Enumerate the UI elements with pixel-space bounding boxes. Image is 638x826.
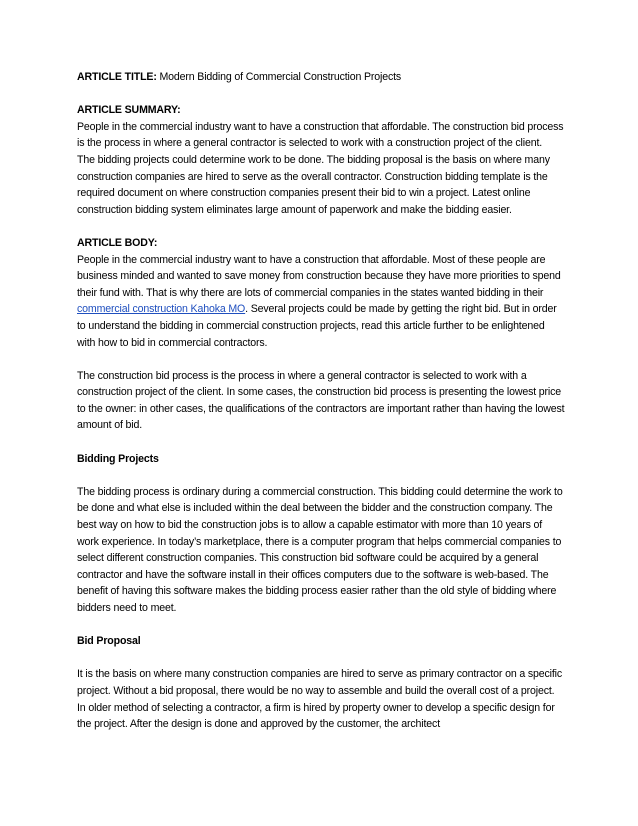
summary-paragraph-1: People in the commercial industry want to have a construction that affordable. The construction bid process is the process in where a general contractor is selected to work with a construction project of the client. xyxy=(77,120,564,150)
article-title-label: ARTICLE TITLE: xyxy=(77,71,157,83)
spacer xyxy=(77,467,565,484)
body-paragraph-1-end: . Several projects could be made by getting the right bid. But in order to understand the bidding in commercial construction projects, read this article further to be enlightened with how to bid in commercial contractors. xyxy=(77,303,557,349)
bid-proposal-heading: Bid Proposal xyxy=(77,635,141,648)
summary-paragraph-2: The bidding projects could determine work to be done. The bidding proposal is the basis on where many construction companies are hired to serve as the overall contractor. Construction bidding template is the required document on where construction companies present their bid to win a project. Latest online construction bidding system eliminates large amount of paperwork and make the bidding easier. xyxy=(77,153,550,216)
spacer xyxy=(77,218,565,235)
article-title xyxy=(77,69,565,86)
document-content xyxy=(77,69,565,733)
body-paragraph-2: The construction bid process is the process in where a general contractor is selected to work with a construction project of the client. In some cases, the construction bid process is presenting the lowest price to the owner: in other cases, the qualifications of the contractors are important rather than having the lowest amount of bid. xyxy=(77,369,565,432)
body-heading: ARTICLE BODY: xyxy=(77,236,158,249)
bidding-projects-heading: Bidding Projects xyxy=(77,452,159,465)
summary-heading: ARTICLE SUMMARY: xyxy=(77,104,181,117)
commercial-construction-link[interactable]: commercial construction Kahoka MO xyxy=(77,303,246,316)
spacer xyxy=(77,86,565,103)
body-paragraph-1 xyxy=(77,252,565,352)
bidding-projects-paragraph: The bidding process is ordinary during a commercial construction. This bidding could determine the work to be done and what else is included within the deal between the bidder and the construction company. The best way on how to bid the construction jobs is to allow a capable estimator with more than 10 years of work experience. In today’s marketplace, there is a computer program that helps commercial companies to select different construction companies. This construction bid software could be acquired by a general contractor and have the software install in their offices computers due to the software is web-based. The benefit of having this software makes the bidding process easier rather than the old style of bidding where bidders need to meet. xyxy=(77,485,563,614)
spacer xyxy=(77,434,565,451)
spacer xyxy=(77,617,565,634)
bid-proposal-paragraph: It is the basis on where many construction companies are hired to serve as primary contractor on a specific project. Without a bid proposal, there would be no way to assemble and build the overall cost of a project. In older method of selecting a contractor, a firm is hired by property owner to develop a specific design for the project. After the design is done and approved by the customer, the architect xyxy=(77,668,563,731)
spacer xyxy=(77,650,565,667)
body-paragraph-1-start: People in the commercial industry want to have a construction that affordable. Most of these people are business minded and wanted to save money from construction because they have more priorities to spend their fund with. That is why there are lots of commercial companies in the states wanted bidding in their xyxy=(77,253,561,299)
spacer xyxy=(77,351,565,368)
article-title-text: Modern Bidding of Commercial Construction Projects xyxy=(156,71,402,83)
